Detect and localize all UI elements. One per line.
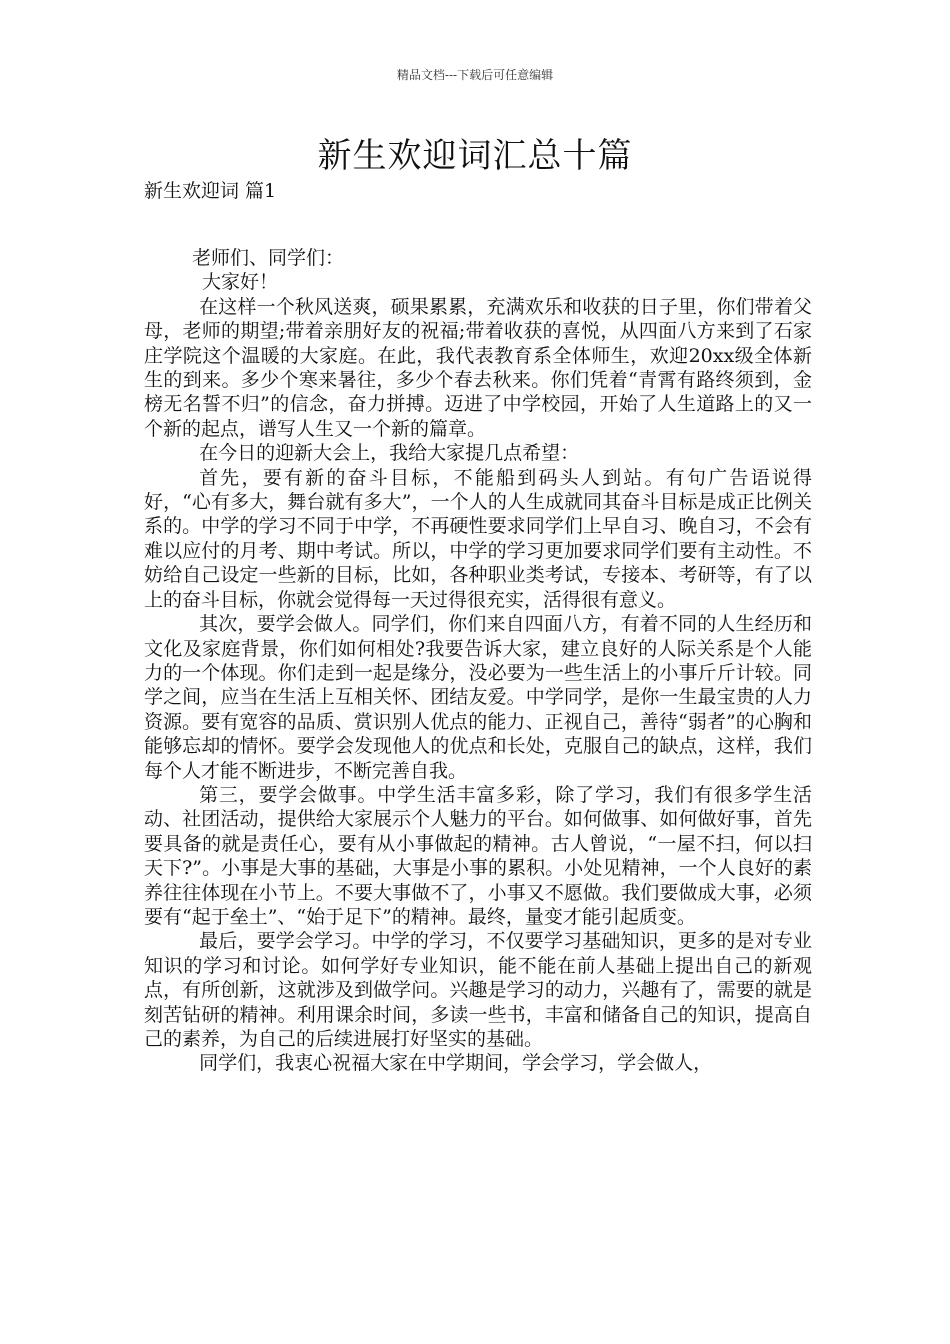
greeting: 大家好！: [202, 271, 279, 294]
paragraph: 在今日的迎新大会上，我给大家提几点希望：: [199, 442, 580, 465]
document-title: 新生欢迎词汇总十篇: [317, 136, 633, 176]
paragraph: 最后，要学会学习。中学的学习，不仅要学习基础知识，更多的是对专业知识的学习和讨论。如何学好专业知识，能不能在前人基础上提出自己的新观点，有所创新，这就涉及到做学问。兴趣是学习的动力，兴趣有了，需要的就是刻苦钻研的精神。利用课余时间，多读一些书，丰富和储备自己的知识，提高自己的素养，为自己的后续进展打好坚实的基础。: [144, 930, 812, 1050]
section-title: 新生欢迎词 篇1: [144, 180, 277, 202]
header-note: 精品文档---下载后可任意编辑: [396, 68, 554, 82]
document-body: [144, 246, 812, 1076]
paragraph: 同学们，我衷心祝福大家在中学期间，学会学习，学会做人，: [199, 1052, 713, 1075]
paragraph: 首先，要有新的奋斗目标，不能船到码头人到站。有句广告语说得好，“心有多大，舞台就有多大”，一个人的人生成就同其奋斗目标是成正比例关系的。中学的学习不同于中学，不再硬性要求同学们上早自习、晚自习，不会有难以应付的月考、期中考试。所以，中学的学习更加要求同学们要有主动性。不妨给自己设定一些新的目标，比如，各种职业类考试，专接本、考研等，有了以上的奋斗目标，你就会觉得每一天过得很充实，活得很有意义。: [144, 466, 812, 611]
salutation: 老师们、同学们：: [192, 247, 345, 269]
paragraph: 第三，要学会做事。中学生活丰富多彩，除了学习，我们有很多学生活动、社团活动，提供给大家展示个人魅力的平台。如何做事、如何做好事，首先要具备的就是责任心，要有从小事做起的精神。古人曾说，“一屋不扫，何以扫天下?”。小事是大事的基础，大事是小事的累积。小处见精神，一个人良好的素养往往体现在小节上。不要大事做不了，小事又不愿做。我们要做成大事，必须要有“起于垒土”、“始于足下”的精神。最终，量变才能引起质变。: [144, 783, 812, 928]
paragraph: 在这样一个秋风送爽，硕果累累，充满欢乐和收获的日子里，你们带着父母，老师的期望;带着亲朋好友的祝福;带着收获的喜悦，从四面八方来到了石家庄学院这个温暖的大家庭。在此，我代表教育系全体师生，欢迎20xx级全体新生的到来。多少个寒来暑往，多少个春去秋来。你们凭着“青霄有路终须到，金榜无名誓不归”的信念，奋力拼搏。迈进了中学校园，开始了人生道路上的又一个新的起点，谱写人生又一个新的篇章。: [144, 295, 812, 440]
paragraph: 其次，要学会做人。同学们，你们来自四面八方，有着不同的人生经历和文化及家庭背景，你们如何相处?我要告诉大家，建立良好的人际关系是个人能力的一个体现。你们走到一起是缘分，没必要为一些生活上的小事斤斤计较。同学之间，应当在生活上互相关怀、团结友爱。中学同学，是你一生最宝贵的人力资源。要有宽容的品质、赏识别人优点的能力、正视自己，善待“弱者”的心胸和能够忘却的情怀。要学会发现他人的优点和长处，克服自己的缺点，这样，我们每个人才能不断进步，不断完善自我。: [144, 613, 812, 782]
